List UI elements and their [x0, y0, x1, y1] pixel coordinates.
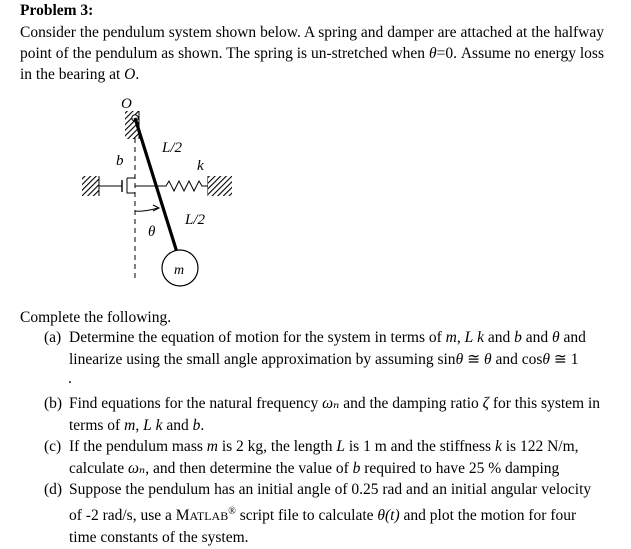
task-d-text: Suppose the pendulum has an initial angle of 0.25 rad and an initial angular velocity of -2 rad/s, use a MATLAB® script file to calculate θ(t) and plot the motion for four time constants of the system. [69, 481, 592, 547]
spring [156, 176, 232, 196]
spring-label: k [197, 158, 204, 174]
task-b-text: Find equations for the natural frequency ωₙ and the damping ratio ζ for this system in terms of m, L k and b. [69, 395, 601, 434]
task-a-text: Determine the equation of motion for the system in terms of m, L k and b and θ and linearize using the small angle approximation by assuming sinθ ≅ θ and cosθ ≅ 1 [69, 329, 586, 368]
task-d [44, 479, 604, 549]
task-b-label: (b) [44, 395, 63, 412]
damper [82, 176, 156, 196]
bottom-length-label: L/2 [185, 212, 206, 228]
pivot-label: O [121, 96, 132, 112]
top-length-label: L/2 [162, 140, 183, 156]
angle-label: θ [148, 224, 156, 240]
mass-label: m [174, 263, 185, 278]
problem-title: Problem 3: [20, 2, 94, 19]
problem-intro: Consider the pendulum system shown below. A spring and damper are attached at the halfway point of the pendulum as shown. The spring is un-stretched when θ=0. Assume no energy loss in the bearing at O. [20, 24, 604, 83]
task-d-label: (d) [44, 481, 63, 498]
angle-arrowhead [153, 205, 159, 211]
task-c-label: (c) [44, 438, 62, 455]
damper-label: b [116, 153, 124, 169]
task-a-label: (a) [44, 329, 62, 346]
task-a [44, 327, 604, 370]
tasks-lead: Complete the following. [20, 309, 172, 326]
task-c [44, 436, 604, 479]
task-a-trailing-dot: . [68, 370, 72, 387]
task-c-text: If the pendulum mass m is 2 kg, the length L is 1 m and the stiffness k is 122 N/m, calculate ωₙ, and then determine the value of b required to have 25 % damping [69, 438, 579, 477]
task-b [44, 393, 604, 436]
